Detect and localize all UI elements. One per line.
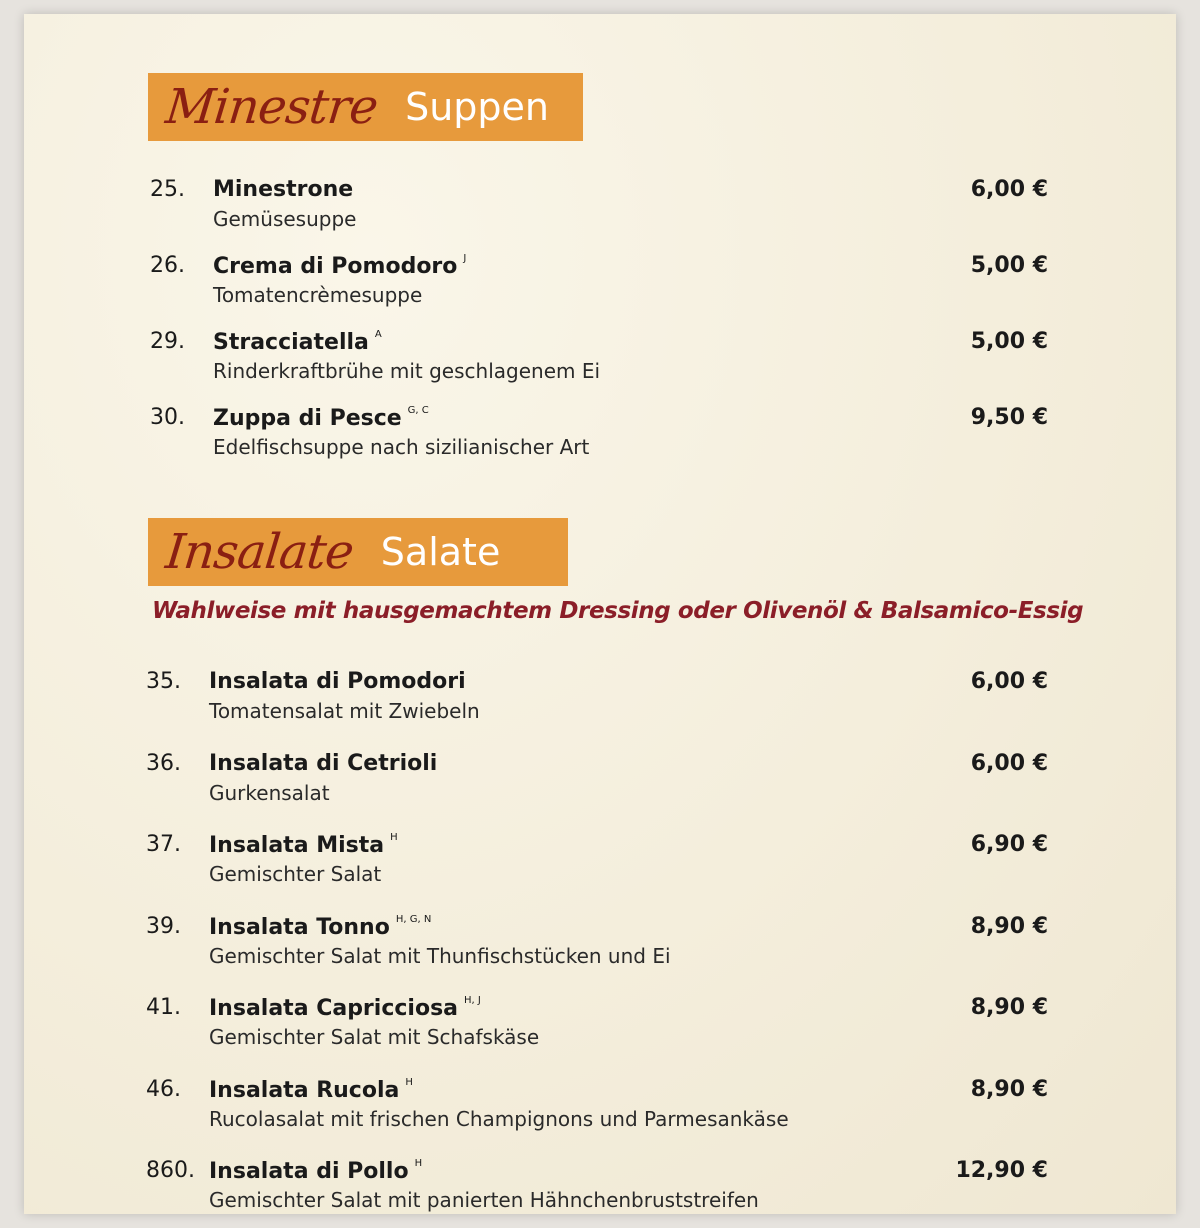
section-banner-salads [148,518,568,586]
menu-item [24,1158,1176,1228]
item-description: Gemischter Salat mit Thunfischstücken und Ei [209,943,671,968]
item-description: Gemischter Salat [209,862,382,886]
item-description: Rinderkraftbrühe mit geschlagenem Ei [213,359,601,383]
item-name-text: Insalata di Pollo [209,1159,409,1184]
item-name [213,177,353,202]
section-banner-soups [148,73,583,141]
item-price: 5,00 € [970,253,1048,278]
allergen-codes: H, J [464,995,481,1006]
item-name-text: Insalata Rucola [209,1077,400,1103]
item-description: Gurkensalat [209,780,330,805]
menu-item [24,669,1176,739]
allergen-codes: H [390,832,398,843]
item-price: 6,00 € [970,669,1048,694]
item-price: 9,50 € [970,405,1048,430]
allergen-codes: H, G, N [395,913,432,925]
item-price: 5,00 € [970,329,1048,354]
section-title-plain: Salate [380,530,501,574]
item-name-text: Minestrone [213,177,354,202]
item-number: 35. [146,669,181,694]
item-description: Tomatensalat mit Zwiebeln [209,699,480,723]
menu-item [24,914,1176,984]
item-number: 29. [150,329,185,354]
item-name-text: Insalata Tonno [209,914,390,940]
item-name [209,751,437,776]
item-number: 46. [146,1076,181,1102]
item-price: 8,90 € [970,1076,1048,1102]
item-description: Gemischter Salat mit panierten Hähnchenbruststreifen [209,1188,759,1212]
item-name [213,253,466,279]
menu-page [24,14,1176,1214]
menu-item [24,995,1176,1065]
item-description: Gemischter Salat mit Schafskäse [209,1025,540,1049]
menu-item [24,253,1176,323]
item-number: 37. [146,832,181,857]
menu-item [24,1077,1176,1147]
item-price: 12,90 € [955,1158,1048,1183]
item-name [213,405,429,431]
item-number: 30. [150,405,185,430]
item-name [209,832,398,858]
item-name [209,669,466,694]
allergen-codes: G, C [407,405,429,416]
menu-item [24,405,1176,475]
item-name-text: Crema di Pomodoro [213,254,458,279]
item-name-text: Insalata di Cetrioli [209,750,438,776]
item-name-text: Insalata di Pomodori [209,669,466,694]
menu-item [24,832,1176,902]
item-name-text: Insalata Capricciosa [209,996,459,1021]
item-description: Tomatencrèmesuppe [213,283,423,307]
item-name [209,1158,422,1184]
item-description: Edelfischsuppe nach sizilianischer Art [213,435,590,459]
item-number: 860. [146,1158,195,1183]
item-price: 6,00 € [970,750,1048,776]
item-name-text: Insalata Mista [209,833,385,858]
allergen-codes: H [405,1076,413,1088]
section-title-script: Minestre [163,79,381,135]
section-title-plain: Suppen [405,85,550,129]
item-description: Rucolasalat mit frischen Champignons und Parmesankäse [209,1106,789,1131]
item-name-text: Stracciatella [213,330,369,355]
salad-dressing-note: Wahlweise mit hausgemachtem Dressing oder Olivenöl & Balsamico-Essig [152,598,1084,624]
item-price: 6,90 € [970,832,1048,857]
item-name-text: Zuppa di Pesce [213,406,402,431]
item-description: Gemüsesuppe [213,207,357,231]
menu-item [24,751,1176,821]
item-name [209,914,431,940]
item-price: 8,90 € [970,913,1048,939]
menu-item [24,177,1176,247]
item-number: 26. [150,253,185,278]
item-price: 8,90 € [970,995,1048,1020]
item-number: 41. [146,995,181,1020]
allergen-codes: J [463,253,467,264]
item-name [209,995,481,1021]
item-price: 6,00 € [970,177,1048,202]
item-name [209,1077,413,1103]
section-title-script: Insalate [163,524,356,580]
item-number: 25. [150,177,185,202]
item-number: 36. [146,750,181,776]
item-name [213,329,382,355]
allergen-codes: H [414,1158,423,1169]
menu-item [24,329,1176,399]
item-number: 39. [146,913,181,939]
allergen-codes: A [374,329,382,340]
